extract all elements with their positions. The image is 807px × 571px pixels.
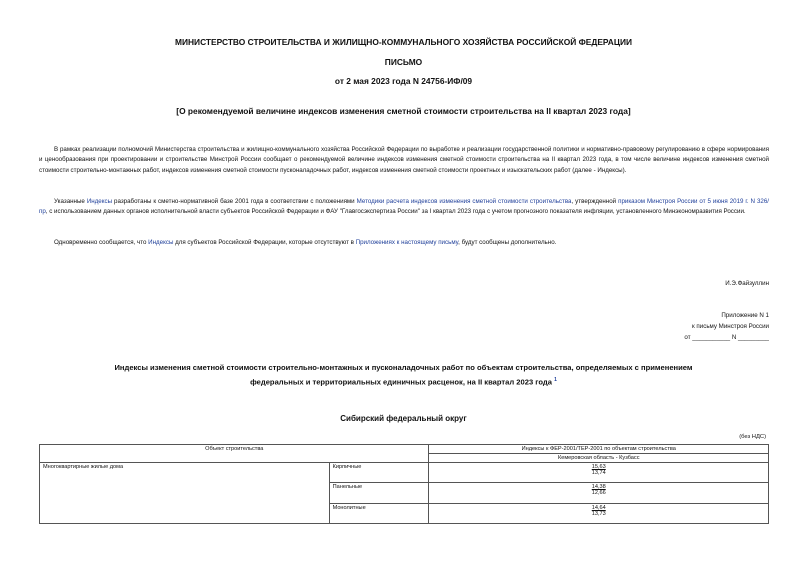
index-cell: [429, 463, 769, 483]
building-type-cell: Кирпичные: [329, 463, 429, 483]
appendix-date-number: от ___________ N _________: [684, 334, 769, 341]
paragraph-1: В рамках реализации полномочий Министерства строительства и жилищно-коммунального хозяйства Российской Федерации по выработке и реализации государственной политики и нормативно-правовому регулированию в сфере нормирования и ценообразования при проектировании и строительстве Минстрой России сообщает о рекомендуемой величине индексов изменения сметной стоимости строительства на II квартал 2023 года, в том числе величине индексов изменения сметной стоимости строительно-монтажных работ, индексов изменения сметной стоимости пусконаладочных работ, индексов изменения сметной стоимости проектных и изыскательских работ (далее - Индексы).: [39, 146, 769, 174]
p3-text-a: Одновременно сообщается, что: [54, 239, 147, 246]
table-title-line-2: [0, 374, 807, 389]
indices-table: [39, 444, 769, 524]
p2-text-d: , с использованием данных органов исполнительной власти субъектов Российской Федерации и ФАУ "Главгосэкспертиза России" за I квартал 2023 года с учетом прогнозного показателя инфляции, установленного Минэкономразвития России.: [45, 208, 746, 216]
index-pnr: 12,66: [591, 490, 606, 497]
indices-link-2[interactable]: Индексы: [148, 239, 174, 246]
subject-heading: [О рекомендуемой величине индексов изменения сметной стоимости строительства на II квартал 2023 года]: [176, 106, 631, 116]
building-type-cell: Монолитные: [329, 503, 429, 523]
table-title-line-2-text: федеральных и территориальных единичных расценок, на II квартал 2023 года: [250, 377, 552, 387]
doc-type-heading: ПИСЬМО: [384, 57, 423, 67]
index-pnr: 13,74: [591, 470, 606, 476]
district-heading: Сибирский федеральный округ: [340, 414, 467, 423]
p2-text-a: Указанные: [54, 198, 85, 205]
paragraph-3: [39, 238, 769, 248]
appendix-number: Приложение N 1: [721, 312, 769, 319]
index-cell: [429, 483, 769, 503]
ministry-heading: МИНИСТЕРСТВО СТРОИТЕЛЬСТВА И ЖИЛИЩНО-КОММУНАЛЬНОГО ХОЗЯЙСТВА РОССИЙСКОЙ ФЕДЕРАЦИИ: [175, 37, 632, 47]
appendix-reference: к письму Минстроя России: [692, 323, 769, 330]
appendix-block: [560, 310, 769, 343]
table-title: [0, 362, 807, 389]
region-header: Кемеровская область - Кузбасс: [429, 454, 769, 463]
paragraph-2: [39, 197, 769, 218]
p2-text-b: разработаны к сметно-нормативной базе 2001 года в соответствии с положениями: [114, 198, 355, 205]
index-smr: 14,64: [591, 504, 606, 511]
building-type-cell: Панельные: [329, 483, 429, 503]
p3-text-c: , будут сообщены дополнительно.: [458, 239, 557, 246]
indices-header: Индексы к ФЕР-2001/ТЕР-2001 по объектам строительства: [429, 445, 769, 454]
appendices-link[interactable]: Приложениях к настоящему письму: [355, 239, 459, 246]
p3-text-b: для субъектов Российской Федерации, которые отсутствуют в: [175, 239, 354, 246]
signature: И.Э.Файзуллин: [725, 280, 769, 287]
index-pnr: 13,73: [591, 510, 606, 517]
index-smr: 15,63: [591, 464, 606, 470]
p2-text-c: , утвержденной: [571, 198, 617, 205]
table-title-line-1: Индексы изменения сметной стоимости строительно-монтажных и пусконаладочных работ по объектам строительства, определяемых с применением: [114, 363, 693, 372]
object-cell: Многоквартирные жилые дома: [40, 463, 330, 524]
methodology-link[interactable]: Методики расчета индексов изменения сметной стоимости строительства: [356, 198, 572, 205]
object-header: Объект строительства: [40, 445, 429, 463]
date-number-heading: от 2 мая 2023 года N 24756-ИФ/09: [334, 76, 473, 86]
table-row: [40, 463, 769, 483]
indices-link[interactable]: Индексы: [86, 198, 113, 205]
order-link[interactable]: приказом Минстроя России от 5 июня 2019 г. N 326/пр: [39, 198, 770, 216]
index-smr: 14,38: [591, 484, 606, 491]
footnote-marker[interactable]: 1: [554, 377, 557, 383]
vat-note: (без НДС): [739, 434, 766, 440]
index-cell: [429, 503, 769, 523]
table-header-row: [40, 445, 769, 454]
